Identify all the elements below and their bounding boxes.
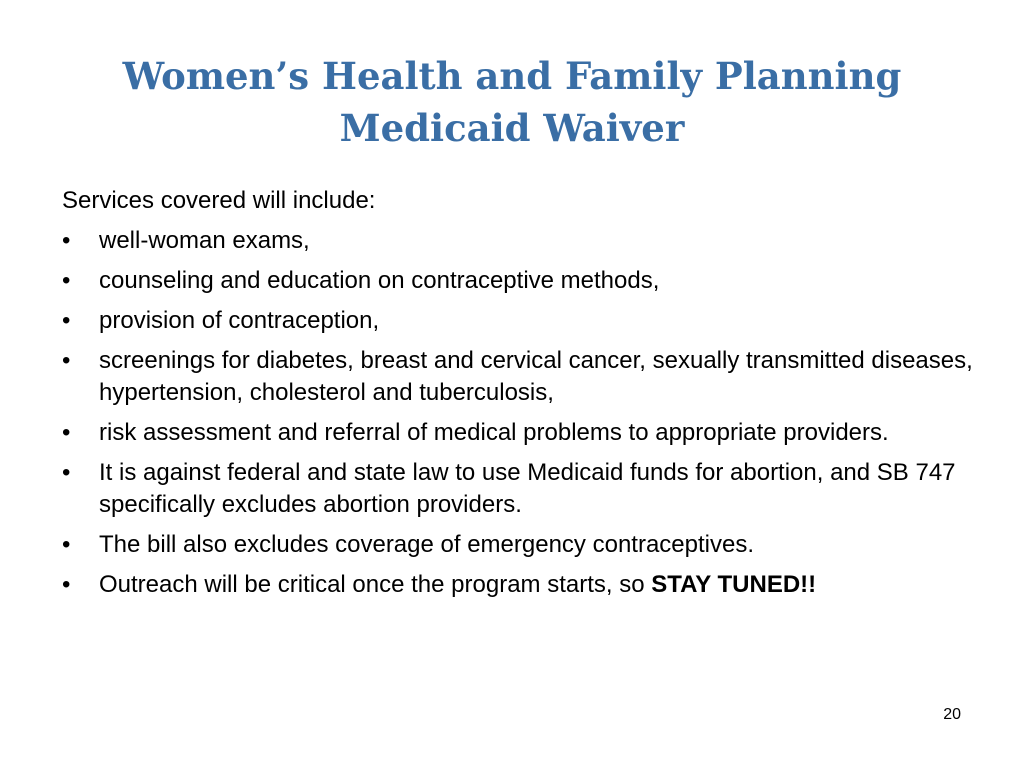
slide-title: [30, 50, 994, 154]
bullet-text: The bill also excludes coverage of emergency contraceptives.: [99, 531, 755, 558]
bullet-item-2: [62, 265, 982, 297]
bullet-icon: •: [62, 571, 71, 598]
bullet-item-4: [62, 345, 982, 409]
slide-body: [62, 185, 982, 609]
bullet-text: well-woman exams,: [99, 227, 310, 254]
bullet-text: Outreach will be critical once the program starts, so: [99, 571, 652, 598]
bullet-text: risk assessment and referral of medical problems to appropriate providers.: [99, 419, 889, 446]
stay-tuned-emphasis: STAY TUNED!!: [651, 571, 817, 598]
slide-title-line-1: Women’s Health and Family Planning: [122, 54, 902, 98]
bullet-text: screenings for diabetes, breast and cervical cancer, sexually transmitted diseases, hypertension, cholesterol and tuberculosis,: [99, 347, 973, 406]
bullet-icon: •: [62, 419, 71, 446]
bullet-item-5: [62, 417, 982, 449]
bullet-item-1: [62, 225, 982, 257]
bullet-icon: •: [62, 267, 71, 294]
bullet-icon: •: [62, 459, 71, 486]
bullet-text: It is against federal and state law to use Medicaid funds for abortion, and SB 747 specifically excludes abortion providers.: [99, 459, 956, 518]
page-number: 20: [943, 706, 961, 723]
bullet-item-7: [62, 529, 982, 561]
bullet-list: [62, 225, 982, 601]
slide-title-line-2: Medicaid Waiver: [339, 106, 685, 150]
bullet-icon: •: [62, 531, 71, 558]
bullet-item-6: [62, 457, 982, 521]
bullet-item-3: [62, 305, 982, 337]
bullet-icon: •: [62, 347, 71, 374]
bullet-item-8: [62, 569, 982, 601]
bullet-text: provision of contraception,: [99, 307, 380, 334]
bullet-icon: •: [62, 307, 71, 334]
intro-text: Services covered will include:: [62, 187, 376, 214]
bullet-icon: •: [62, 227, 71, 254]
bullet-text: counseling and education on contraceptive methods,: [99, 267, 660, 294]
